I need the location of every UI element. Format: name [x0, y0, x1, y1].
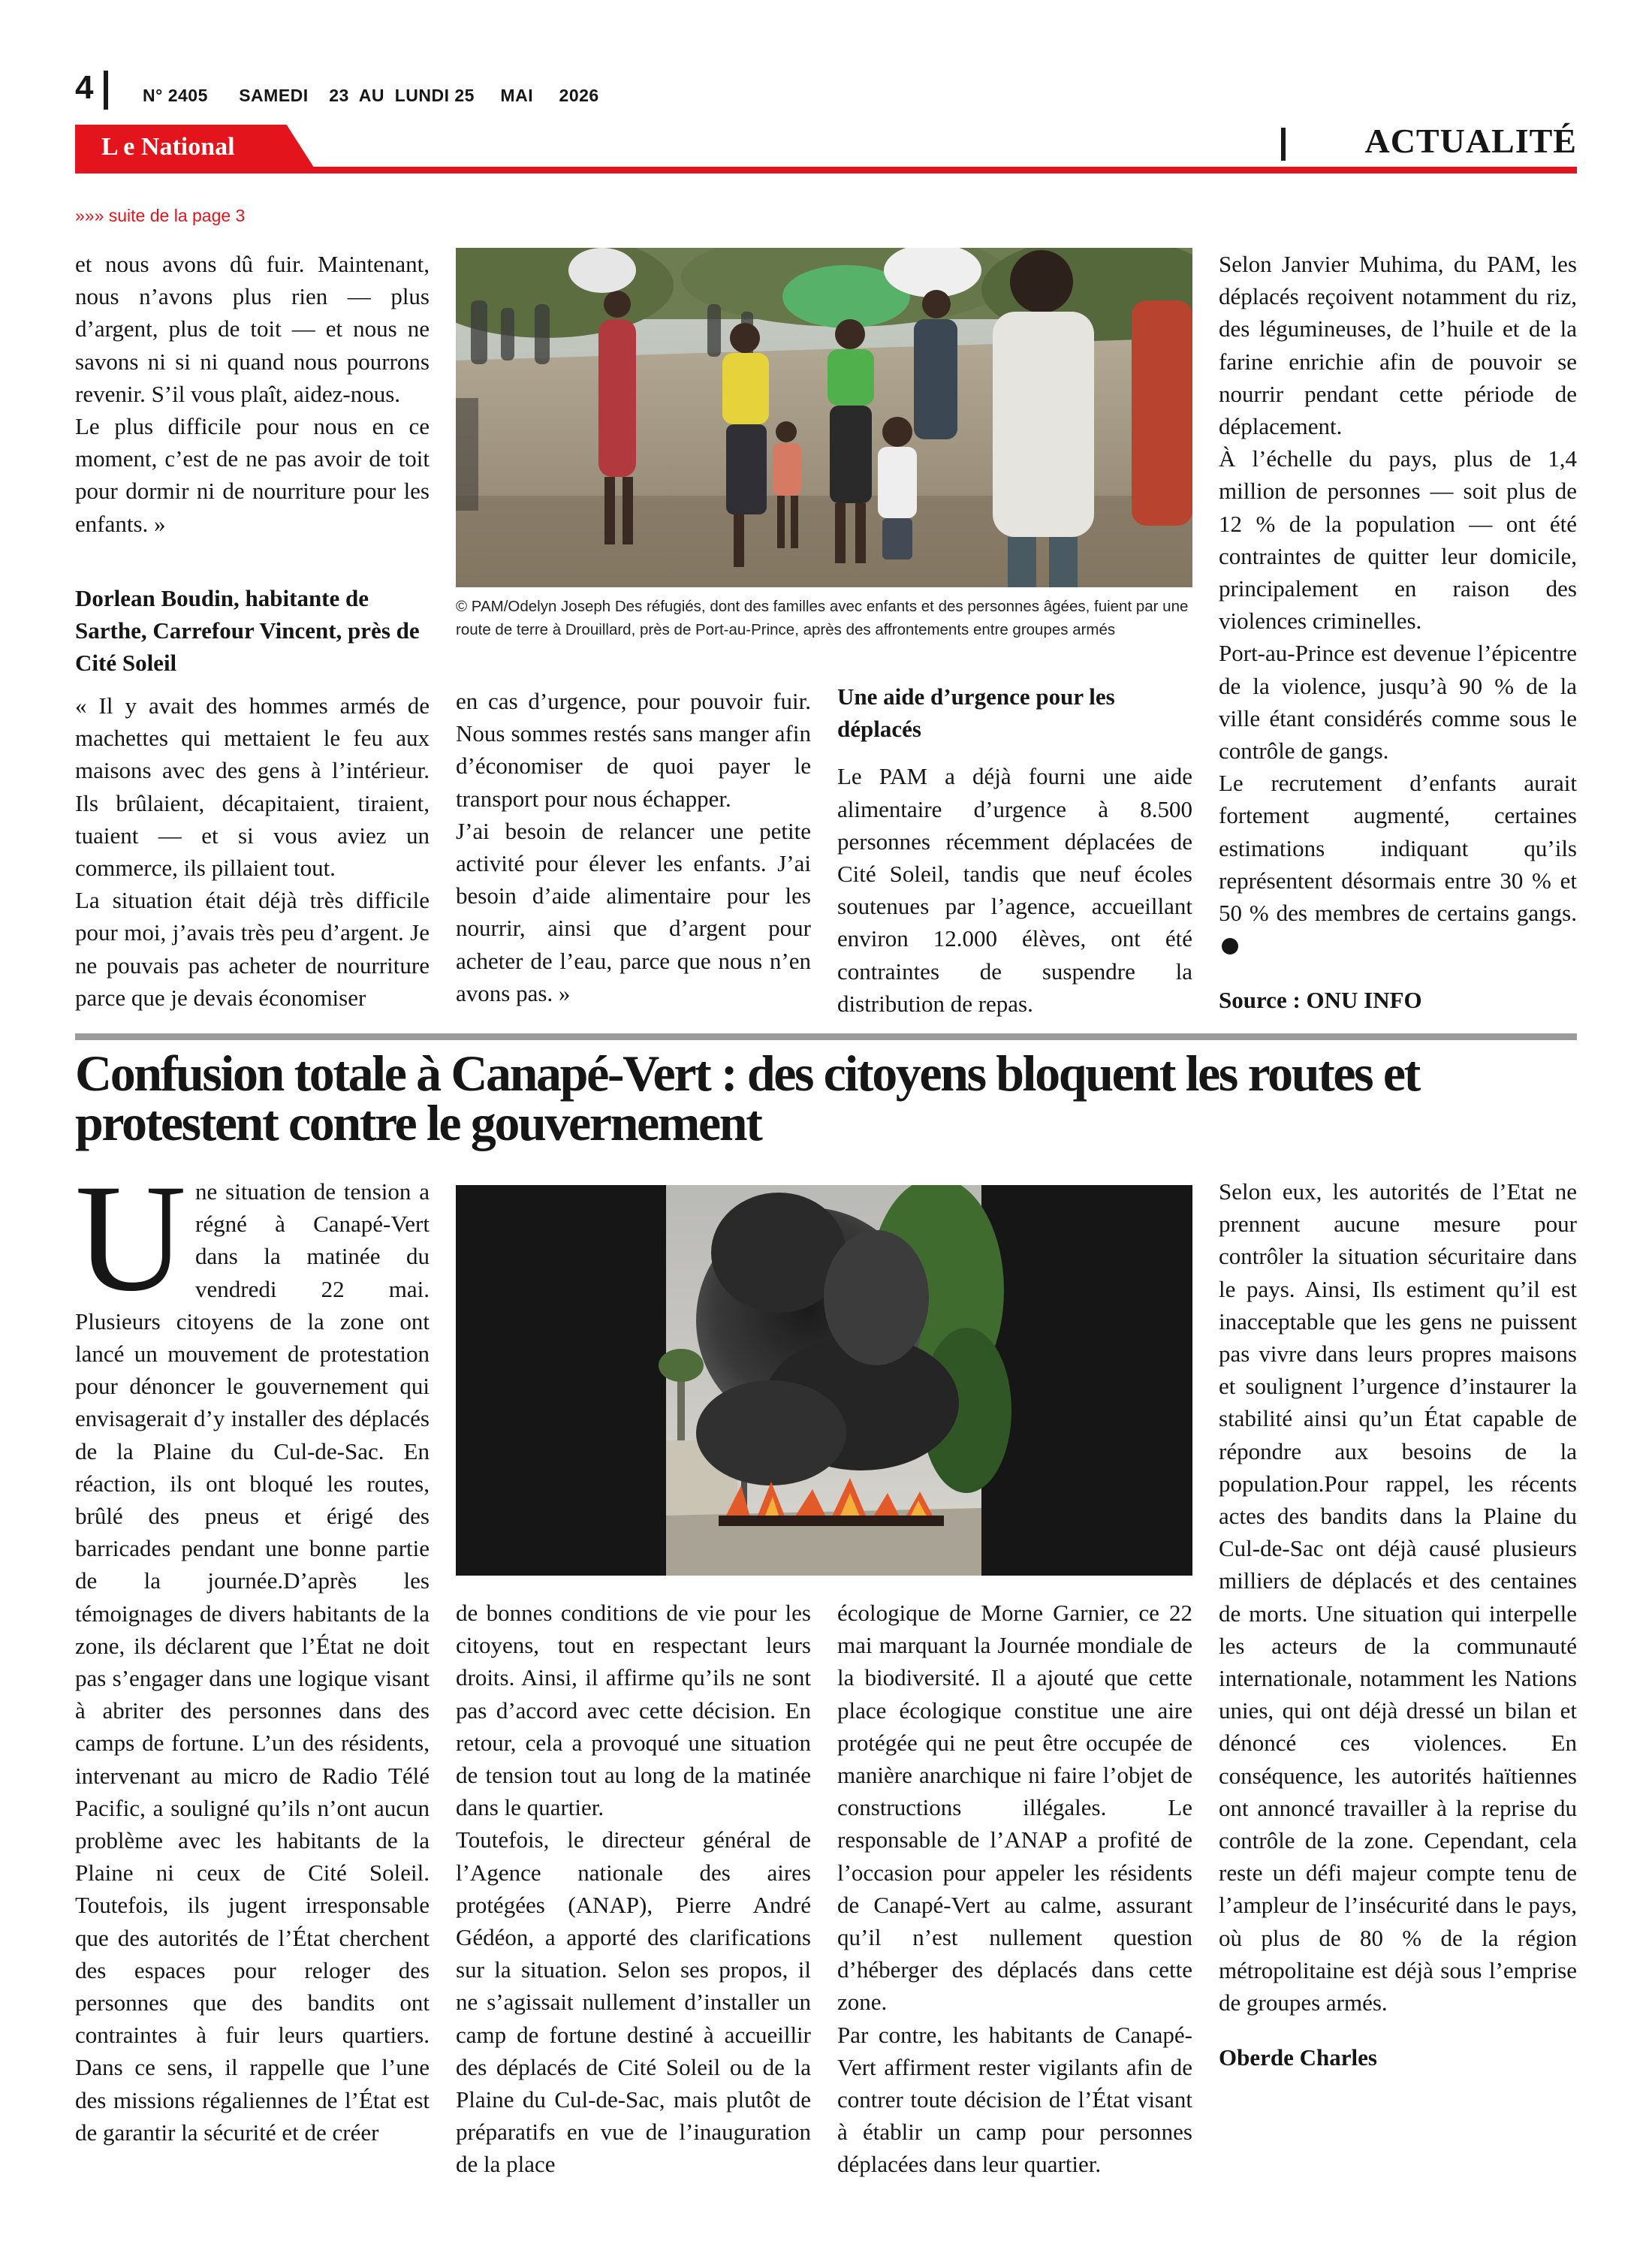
paragraph: La situation était déjà très difficile pour moi, j’avais très peu d’argent. Je ne pouvais pas acheter de nourriture parce que je devais économiser — [75, 887, 430, 1011]
paragraph: « Il y avait des hommes armés de machettes qui mettaient le feu aux maisons avec des gens à l’intérieur. Ils brûlaient, décapitaient, tiraient, tuaient — et si vous aviez un commerce, ils pillaient tout. — [75, 692, 430, 882]
burning-barricade-photo — [456, 1185, 1192, 1576]
refugees-photo-illustration — [456, 248, 1192, 587]
paragraph: À l’échelle du pays, plus de 1,4 million de personnes — soit plus de 12 % de la population — ont été contraintes de quitter leur domicile, principalement en raison des violences criminelles. — [1219, 445, 1577, 635]
paragraph: Selon eux, les autorités de l’Etat ne prennent aucune mesure pour contrôler la situation sécuritaire dans le pays. Ainsi, Ils estiment qu’il est inacceptable que les gens ne puissent pas vivre dans leurs propres maisons et soulignent l’urgence d’instaurer la stabilité ainsi qu’un État capable de répondre aux besoins de la population.Pour rappel, les récents actes des bandits dans la Plaine du Cul-de-Sac ont déjà causé plusieurs milliers de déplacés et des centaines de morts. Une situation qui interpelle les acteurs de la communauté internationale, notamment les Nations unies, qui ont déjà dressé un bilan et dénoncé ces violences. En conséquence, les autorités haïtiennes ont annoncé travailler à la reprise du contrôle de la zone. Cependant, cela reste un défi majeur compte tenu de l’ampleur de l’insécurité dans le pays, où plus de 80 % de la région métropolitaine est déjà sous l’emprise de groupes armés. — [1219, 1178, 1577, 2016]
paragraph: et nous avons dû fuir. Maintenant, nous n’avons plus rien — plus d’argent, plus de toit — et nous ne savons ni si ni quand nous pourrons revenir. S’il vous plaît, aidez-nous. — [75, 251, 430, 407]
paragraph: Selon Janvier Muhima, du PAM, les déplacés reçoivent notamment du riz, des légumineuses, de l’huile et de la farine enrichie afin de pouvoir se nourrir pendant cette période de déplacement. — [1219, 251, 1577, 440]
newspaper-name: L e National — [101, 133, 235, 161]
burning-barricade-illustration — [456, 1185, 1192, 1576]
paragraph: Le plus difficile pour nous en ce moment, c’est de ne pas avoir de toit pour dormir ni de nourriture pour les enfants. » — [75, 413, 430, 537]
page-number: 4 — [75, 69, 94, 106]
continued-from-link[interactable]: »»» suite de la page 3 — [75, 206, 246, 225]
section-label: ACTUALITÉ — [1364, 122, 1577, 160]
article1-column-3 — [837, 680, 1192, 1020]
paragraph: Toutefois, le directeur général de l’Agence nationale des aires protégées (ANAP), Pierre André Gédéon, a apporté des clarifications sur la situation. Selon ses propos, il ne s’agissait nullement d’installer un camp de fortune destiné à accueillir des déplacés de Cité Soleil ou de la Plaine du Cul-de-Sac, mais plutôt de préparatifs en vue de l’inauguration de la place — [456, 1826, 811, 2178]
article1-column-1-continued — [75, 689, 430, 1014]
lead-paragraph — [75, 1153, 430, 2149]
lead-text: ne situation de tension a régné à Canapé-Vert dans la matinée du vendredi 22 mai. Plusieurs citoyens de la zone ont lancé un mouvement de protestation pour dénoncer le gouvernement qui envisagerait d’y installer des déplacés de la Plaine du Cul-de-Sac. En réaction, ils ont bloqué les routes, brûlé des pneus et érigé des barricades pendant une bonne partie de la journée.D’après les témoignages de divers habitants de la zone, ils déclarent que l’État ne doit pas s’engager dans une logique visant à abriter des personnes dans des camps de fortune. L’un des résidents, intervenant au micro de Radio Télé Pacific, a souligné qu’ils n’ont aucun problème avec les habitants de la Plaine ni ceux de Cité Soleil. Toutefois, ils jugent irresponsable que des autorités de l’État cherchent des espaces pour reloger des personnes que des bandits ont contraintes à fuir leurs quartiers. Dans ce sens, il rappelle que l’une des missions régaliennes de l’État est de garantir la sécurité et de créer — [75, 1178, 430, 2146]
section-divider — [1281, 128, 1286, 161]
article2-column-2 — [456, 1597, 811, 2181]
refugees-photo — [456, 248, 1192, 587]
article2-column-3 — [837, 1597, 1192, 2181]
article-end-mark-icon — [1222, 938, 1238, 955]
paragraph: de bonnes conditions de vie pour les citoyens, tout en respectant leurs droits. Ainsi, il affirme qu’ils ne sont pas d’accord avec cette décision. En retour, cela a provoqué une situation de tension tout au long de la matinée dans le quartier. — [456, 1600, 811, 1821]
paragraph: en cas d’urgence, pour pouvoir fuir. Nous sommes restés sans manger afin d’économiser de quoi payer le transport pour nous échapper. — [456, 688, 811, 812]
photo-caption: © PAM/Odelyn Joseph Des réfugiés, dont des familles avec enfants et des personnes âgées, fuient par une route de terre à Drouillard, près de Port-au-Prince, après des affrontements entre groupes armés — [456, 598, 1189, 638]
source-credit: Source : ONU INFO — [1219, 987, 1422, 1014]
subheading: Une aide d’urgence pour les déplacés — [837, 683, 1115, 743]
paragraph: Par contre, les habitants de Canapé-Vert affirment rester vigilants afin de contrer toute décision de l’État visant à établir un camp pour personnes déplacées dans leur quartier. — [837, 2021, 1192, 2178]
article1-column-4 — [1219, 248, 1577, 1017]
paragraph: J’ai besoin de relancer une petite activité pour élever les enfants. J’ai besoin d’aide alimentaire pour les nourrir, ainsi que d’argent pour acheter de l’eau, parce que nous n’en avons pas. » — [456, 817, 811, 1006]
author-name: Oberde Charles — [1219, 2044, 1377, 2071]
article-separator-rule — [75, 1033, 1577, 1040]
drop-cap: U — [75, 1153, 187, 1323]
quote-attribution: Dorlean Boudin, habitante de Sarthe, Carrefour Vincent, près de Cité Soleil — [75, 585, 420, 677]
paragraph: écologique de Morne Garnier, ce 22 mai marquant la Journée mondiale de la biodiversité. Il a ajouté que cette place écologique constitue une aire protégée qui ne peut être occupée de manière anarchique ni faire l’objet de constructions illégales. Le responsable de l’ANAP a profité de l’occasion pour appeler les résidents de Canapé-Vert au calme, assurant qu’il n’est nullement question d’héberger des déplacés dans cette zone. — [837, 1600, 1192, 2016]
article1-column-2 — [456, 685, 811, 1009]
article2-column-4 — [1219, 1175, 1577, 2074]
article1-column-1 — [75, 248, 430, 540]
issue-date-line: N° 2405 SAMEDI 23 AU LUNDI 25 MAI 2026 — [143, 86, 599, 105]
paragraph-last — [1219, 767, 1577, 961]
article-headline: Confusion totale à Canapé-Vert : des citoyens bloquent les routes et protestent contre le gouvernement — [75, 1045, 1419, 1151]
paragraph: Le PAM a déjà fourni une aide alimentaire d’urgence à 8.500 personnes récemment déplacées de Cité Soleil, tandis que neuf écoles soutenues par l’agence, accueillant environ 12.000 élèves, ont été contraintes de suspendre la distribution de repas. — [837, 763, 1192, 1017]
paragraph-text: Le recrutement d’enfants aurait fortement augmenté, certaines estimations indiquant qu’ils représentent désormais entre 30 % et 50 % des membres de certains gangs. — [1219, 770, 1577, 927]
article2-column-1 — [75, 1153, 430, 2149]
page-number-divider — [104, 71, 108, 110]
header-red-rule — [75, 167, 1577, 173]
paragraph: Port-au-Prince est devenue l’épicentre de la violence, jusqu’à 90 % de la ville étant considérés comme sous le contrôle de gangs. — [1219, 640, 1577, 765]
